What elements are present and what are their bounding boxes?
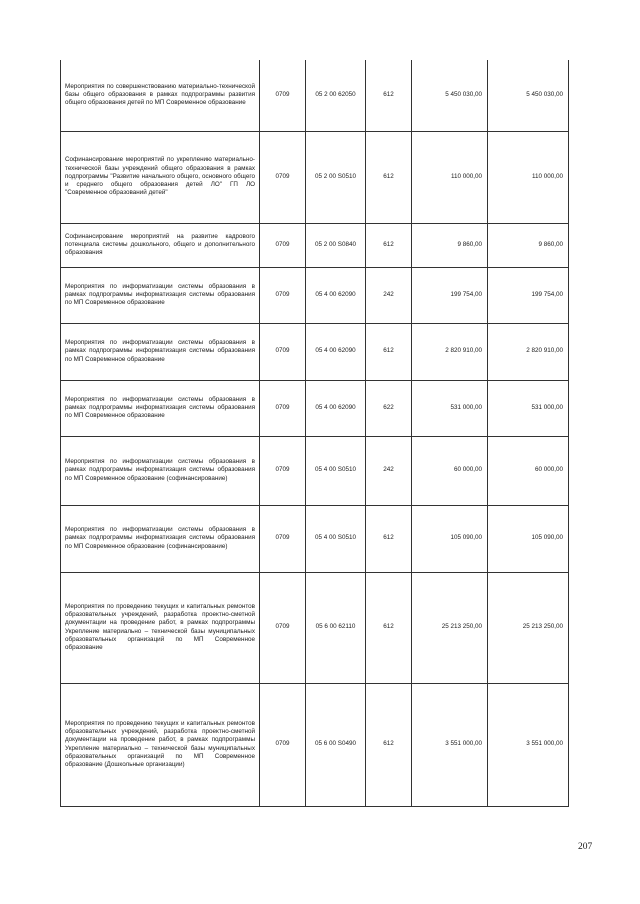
row-section-code: 0709 [260, 323, 306, 380]
row-amount-1: 110 000,00 [412, 131, 488, 223]
row-target-article: 05 4 00 S0510 [306, 436, 366, 505]
row-amount-1: 9 860,00 [412, 223, 488, 267]
row-description: Софинансирование мероприятий на развитие кадрового потенциала системы дошкольного, общего и дополнительного образования [61, 223, 260, 267]
row-description: Мероприятия по проведению текущих и капитальных ремонтов образовательных учреждений, разработка проектно-сметной документации на проведение работ, в рамках подпрограммы Укрепление материально – технической базы муниципальных образовательных организаций по МП Современное образование (Дошкольные организации) [61, 683, 260, 806]
row-description: Мероприятия по информатизации системы образования в рамках подпрограммы информатизация системы образования по МП Современное образование [61, 323, 260, 380]
row-section-code: 0709 [260, 131, 306, 223]
row-target-article: 05 2 00 62050 [306, 60, 366, 131]
row-amount-1: 105 090,00 [412, 505, 488, 572]
row-amount-2: 3 551 000,00 [488, 683, 569, 806]
row-target-article: 05 2 00 S0840 [306, 223, 366, 267]
row-expense-type: 612 [366, 323, 412, 380]
row-expense-type: 612 [366, 683, 412, 806]
row-section-code: 0709 [260, 223, 306, 267]
row-amount-2: 5 450 030,00 [488, 60, 569, 131]
row-description: Мероприятия по информатизации системы образования в рамках подпрограммы информатизация системы образования по МП Современное образование [61, 267, 260, 323]
row-amount-2: 531 000,00 [488, 380, 569, 436]
row-expense-type: 612 [366, 131, 412, 223]
row-description: Мероприятия по информатизации системы образования в рамках подпрограммы информатизация системы образования по МП Современное образование (софинансирование) [61, 436, 260, 505]
row-expense-type: 612 [366, 223, 412, 267]
table-row [61, 323, 569, 380]
row-section-code: 0709 [260, 380, 306, 436]
row-description: Мероприятия по информатизации системы образования в рамках подпрограммы информатизация системы образования по МП Современное образование (софинансирование) [61, 505, 260, 572]
row-expense-type: 612 [366, 572, 412, 683]
row-target-article: 05 2 00 S0510 [306, 131, 366, 223]
row-target-article: 05 4 00 62090 [306, 323, 366, 380]
row-amount-2: 105 090,00 [488, 505, 569, 572]
row-section-code: 0709 [260, 436, 306, 505]
row-target-article: 05 6 00 S0490 [306, 683, 366, 806]
row-amount-2: 60 000,00 [488, 436, 569, 505]
row-amount-1: 199 754,00 [412, 267, 488, 323]
table-row [61, 436, 569, 505]
row-section-code: 0709 [260, 267, 306, 323]
row-amount-1: 60 000,00 [412, 436, 488, 505]
budget-table [60, 60, 569, 807]
row-description: Мероприятия по информатизации системы образования в рамках подпрограммы информатизация системы образования по МП Современное образование [61, 380, 260, 436]
row-section-code: 0709 [260, 505, 306, 572]
row-expense-type: 612 [366, 505, 412, 572]
table-row [61, 505, 569, 572]
table-row [61, 683, 569, 806]
row-expense-type: 242 [366, 436, 412, 505]
row-amount-1: 2 820 910,00 [412, 323, 488, 380]
table-row [61, 223, 569, 267]
row-section-code: 0709 [260, 683, 306, 806]
row-amount-1: 25 213 250,00 [412, 572, 488, 683]
row-expense-type: 612 [366, 60, 412, 131]
table-row [61, 572, 569, 683]
table-row [61, 267, 569, 323]
row-description: Мероприятия по совершенствованию материально-технической базы общего образования в рамках подпрограммы развития общего образования детей по МП Современное образование [61, 60, 260, 131]
row-amount-1: 5 450 030,00 [412, 60, 488, 131]
page-number: 207 [578, 842, 593, 852]
row-amount-1: 531 000,00 [412, 380, 488, 436]
row-expense-type: 622 [366, 380, 412, 436]
row-amount-1: 3 551 000,00 [412, 683, 488, 806]
table-row [61, 60, 569, 131]
table-row [61, 131, 569, 223]
row-target-article: 05 4 00 S0510 [306, 505, 366, 572]
row-amount-2: 110 000,00 [488, 131, 569, 223]
row-section-code: 0709 [260, 60, 306, 131]
row-target-article: 05 4 00 62090 [306, 267, 366, 323]
row-target-article: 05 4 00 62090 [306, 380, 366, 436]
row-amount-2: 2 820 910,00 [488, 323, 569, 380]
row-section-code: 0709 [260, 572, 306, 683]
table-row [61, 380, 569, 436]
row-target-article: 05 6 00 62110 [306, 572, 366, 683]
row-description: Софинансирование мероприятий по укреплению материально-технической базы учреждений общего образования в рамках подпрограммы "Развитие начального общего, основного общего и среднего общего образования детей ЛО" ГП ЛО "Современное образований детей" [61, 131, 260, 223]
row-amount-2: 199 754,00 [488, 267, 569, 323]
row-description: Мероприятия по проведению текущих и капитальных ремонтов образовательных учреждений, разработка проектно-сметной документации на проведение работ, в рамках подпрограммы Укрепление материально – технической базы муниципальных образовательных организаций по МП Современное образование [61, 572, 260, 683]
row-amount-2: 25 213 250,00 [488, 572, 569, 683]
row-expense-type: 242 [366, 267, 412, 323]
row-amount-2: 9 860,00 [488, 223, 569, 267]
